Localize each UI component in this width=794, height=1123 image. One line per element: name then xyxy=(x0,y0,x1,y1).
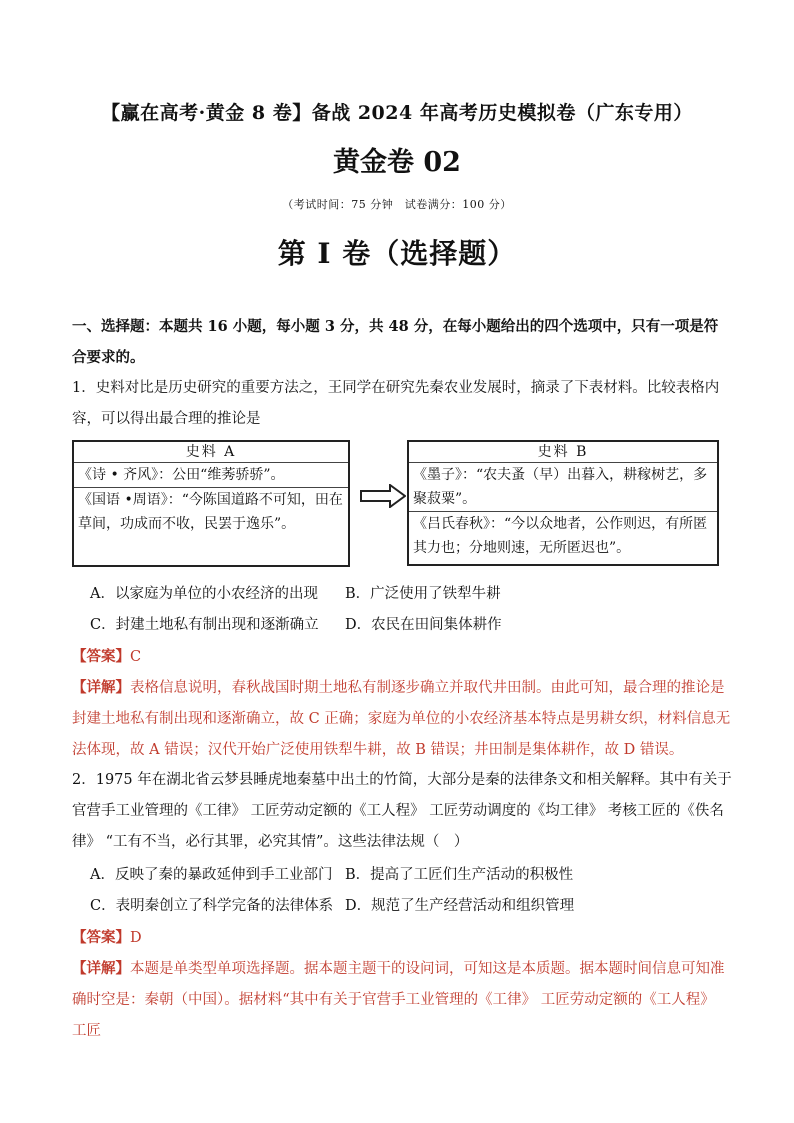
question-1-option-d: D．农民在田间集体耕作 xyxy=(345,617,502,633)
answer-value: D xyxy=(130,930,142,946)
question-2-option-a: A．反映了秦的暴政延伸到手工业部门 xyxy=(90,867,333,883)
exam-time-note: （考试时间：75 分钟 试卷满分：100 分） xyxy=(282,198,512,211)
question-1-option-b: B．广泛使用了铁犁牛耕 xyxy=(345,586,501,602)
question-1-option-c: C．封建土地私有制出现和逐渐确立 xyxy=(90,617,319,633)
answer-value: C xyxy=(130,649,142,665)
question-1-stem: 1．史料对比是历史研究的重要方法之，王同学在研究先秦农业发展时，摘录了下表材料。比较表格内容，可以得出最合理的推论是 xyxy=(72,380,720,427)
question-1-option-a: A．以家庭为单位的小农经济的出现 xyxy=(90,586,318,602)
question-2-explanation xyxy=(72,953,732,1047)
answer-label: 【答案】 xyxy=(72,929,130,946)
explanation-label: 【详解】 xyxy=(72,679,130,696)
question-1-explanation xyxy=(72,672,732,766)
question-2-option-b: B．提高了工匠们生产活动的积极性 xyxy=(345,867,574,883)
question-2-option-c: C．表明秦创立了科学完备的法律体系 xyxy=(90,898,334,914)
exam-subtitle: 黄金卷 02 xyxy=(333,147,461,178)
question-2-stem: 2．1975 年在湖北省云梦县睡虎地秦墓中出土的竹简，大部分是秦的法律条文和相关解释。其中有关于官营手工业管理的《工律》 工匠劳动定额的《工人程》 工匠劳动调度的《均工律》 考核工匠的《佚名律》 “工有不当，必行其罪，必究其情”。这些法律法规（ ） xyxy=(72,772,732,850)
source-table-a-header: 史料 A xyxy=(74,442,348,463)
right-arrow-icon xyxy=(360,484,406,508)
source-table-b-row: 《吕氏春秋》：“今以众地者，公作则迟，有所匿其力也；分地则速，无所匿迟也”。 xyxy=(413,516,708,556)
answer-label: 【答案】 xyxy=(72,648,130,665)
source-table-a xyxy=(72,440,350,567)
source-table-b-header: 史料 B xyxy=(409,442,717,463)
section-instructions: 一、选择题：本题共 16 小题，每小题 3 分，共 48 分，在每小题给出的四个选项中，只有一项是符合要求的。 xyxy=(72,318,719,366)
source-table-a-row: 《国语 •周语》：“今陈国道路不可知，田在草间，功成而不收，民罢于逸乐”。 xyxy=(78,492,343,532)
question-2-option-d: D．规范了生产经营活动和组织管理 xyxy=(345,898,575,914)
question-2-answer xyxy=(72,928,142,948)
source-table-b xyxy=(407,440,719,566)
source-table-a-row: 《诗 • 齐风》：公田“维莠骄骄”。 xyxy=(74,463,348,488)
exam-title: 【赢在高考·黄金 8 卷】备战 2024 年高考历史模拟卷（广东专用） xyxy=(101,102,693,124)
explanation-text: 本题是单类型单项选择题。据本题主题干的设问词，可知这是本质题。据本题时间信息可知准确时空是：秦朝（中国）。据材料“其中有关于官营手工业管理的《工律》 工匠劳动定额的《工人程》 工匠 xyxy=(72,961,725,1039)
section-title: 第 I 卷（选择题） xyxy=(277,237,517,270)
question-1-answer xyxy=(72,647,141,667)
explanation-text: 表格信息说明，春秋战国时期土地私有制逐步确立并取代井田制。由此可知，最合理的推论是封建土地私有制出现和逐渐确立，故 C 正确；家庭为单位的小农经济基本特点是男耕女织，材料信息无法体现，故 A 错误；汉代开始广泛使用铁犁牛耕，故 B 错误；井田制是集体耕作，故 D 错误。 xyxy=(72,680,731,758)
explanation-label: 【详解】 xyxy=(72,960,130,977)
source-table-b-row: 《墨子》：“农夫蚤（早）出暮入，耕稼树艺，多聚菽粟”。 xyxy=(409,463,717,512)
